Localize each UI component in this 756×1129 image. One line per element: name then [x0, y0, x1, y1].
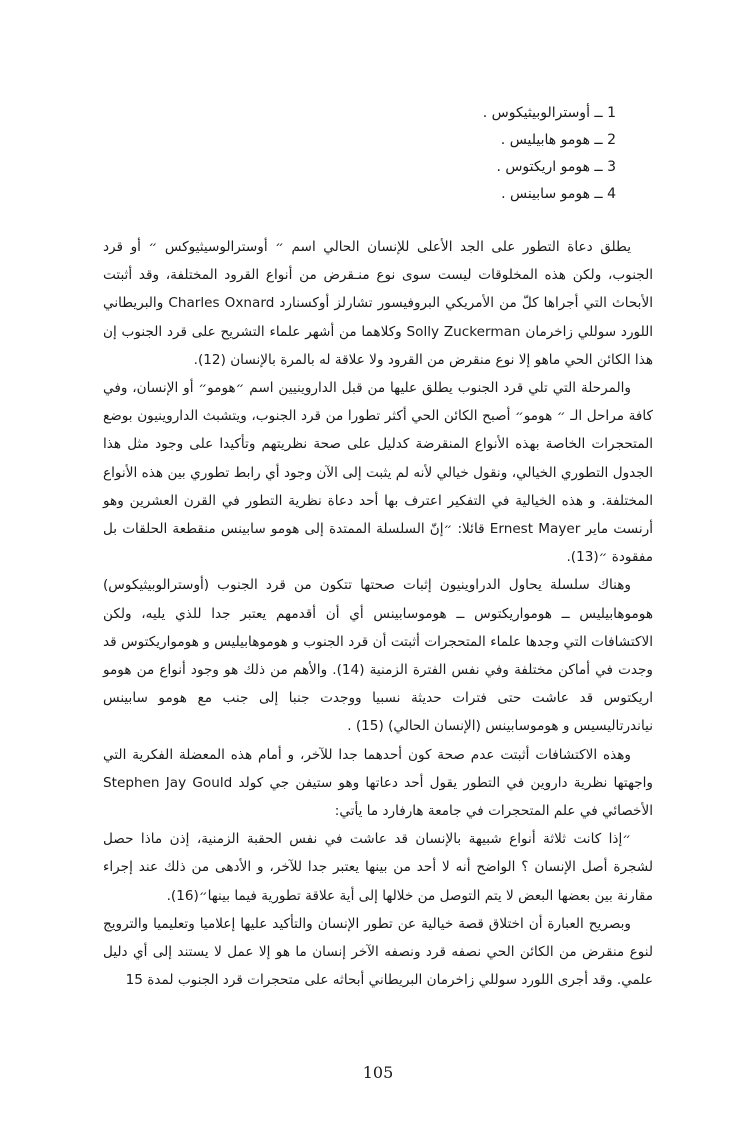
list-item: 2 ــ هومو هابيليس .	[500, 132, 616, 148]
list-item: 1 ــ أوسترالوبيثيكوس .	[482, 105, 616, 121]
paragraph: وهذه الاكتشافات أثبتت عدم صحة كون أحدهما جدا للآخر، و أمام هذه المعضلة الفكرية التي واجهتها نظرية داروين في التطور يقول أحد دعاتها وهو ستيفن جي كولد Stephen Jay Gould الأخصائي في علم المتحجرات في جامعة هارفارد ما يأتي:	[103, 746, 653, 820]
body-text	[103, 233, 653, 994]
paragraph: يطلق دعاة التطور على الجد الأعلى للإنسان الحالي اسم ״ أوسترالوسيثيوكس ״ أو قرد الجنوب، ولكن هذه المخلوقات ليست سوى نوع منـقرض من أنواع القرود المختلفة، وقد أثبتت الأبحاث التي أجراها كلّ من الأمريكي البروفيسور تشارلز أوكسنارد Charles Oxnard والبريطاني اللورد سوللي زاخرمان Solly Zuckerman وكلاهما من أشهر علماء التشريح على قرد الجنوب إن هذا الكائن الحي ماهو إلا نوع منقرض من القرود ولا علاقة له بالمرة بالإنسان (12).	[103, 239, 653, 368]
paragraph: وهناك سلسلة يحاول الدراوينيون إثبات صحتها تتكون من قرد الجنوب (أوسترالوبيثيكوس) هوموهابيليس ــ هومواريكتوس ــ هوموسابينس أي أن أقدمهم يعتبر جدا للذي يليه، ولكن الاكتشافات التي وجدها علماء المتحجرات أثبتت أن قرد الجنوب و هوموهابيليس و هومواريكتوس قد وجدت في أماكن مختلفة وفي نفس الفترة الزمنية (14). والأهم من ذلك هو وجود أنواع من هومو اريكتوس قد عاشت حتى فترات حديثة نسبيا ووجدت جنبا إلى جنب مع هومو سابينس نياندرتاليسيس و هوموسابينس (الإنسان الحالي) (15) .	[103, 577, 653, 735]
list-item: 4 ــ هومو سابينس .	[501, 186, 616, 202]
species-list	[256, 100, 616, 208]
page-number: 105	[362, 1063, 394, 1082]
paragraph: وبصريح العبارة أن اختلاق قصة خيالية عن تطور الإنسان والتأكيد عليها إعلاميا وتعليميا والترويج لنوع منقرض من الكائن الحي نصفه قرد ونصفه الآخر إنسان ما هو إلا عمل لا يستند إلى أي دليل علمي. وقد أجرى اللورد سوللي زاخرمان البريطاني أبحاثه على متحجرات قرد الجنوب لمدة 15	[103, 915, 653, 989]
list-item: 3 ــ هومو اريكتوس .	[496, 159, 616, 175]
paragraph: والمرحلة التي تلي قرد الجنوب يطلق عليها من قبل الداروينيين اسم ״هومو״ أو الإنسان، وفي كافة مراحل الـ ״ هومو״ أصبح الكائن الحي أكثر تطورا من قرد الجنوب، ويتشبث الداروينيون بوضع المتحجرات الخاصة بهذه الأنواع المنقرضة كدليل على صحة نظريتهم وتأكيدا على وجود مثل هذا الجدول التطوري الخيالي، ونقول خيالي لأنه لم يثبت إلى الآن وجود أي رابط تطوري بين هذه الأنواع المختلفة. و هذه الخيالية في التفكير اعترف بها أحد دعاة نظرية التطور في القرن العشرين وهو أرنست ماير Ernest Mayer قائلا: ״إنّ السلسلة الممتدة إلى هومو سابينس منقطعة الحلقات بل مفقودة ״(13).	[103, 380, 653, 566]
quote-paragraph: ״إذا كانت ثلاثة أنواع شبيهة بالإنسان قد عاشت في نفس الحقبة الزمنية، إذن ماذا حصل لشجرة أصل الإنسان ؟ الواضح أنه لا أحد من بينها يعتبر جدا للآخر، و الأدهى من ذلك عند إجراء مقارنة بين بعضها البعض لا يتم التوصل من خلالها إلى أية علاقة تطورية فيما بينها״(16).	[103, 831, 653, 904]
